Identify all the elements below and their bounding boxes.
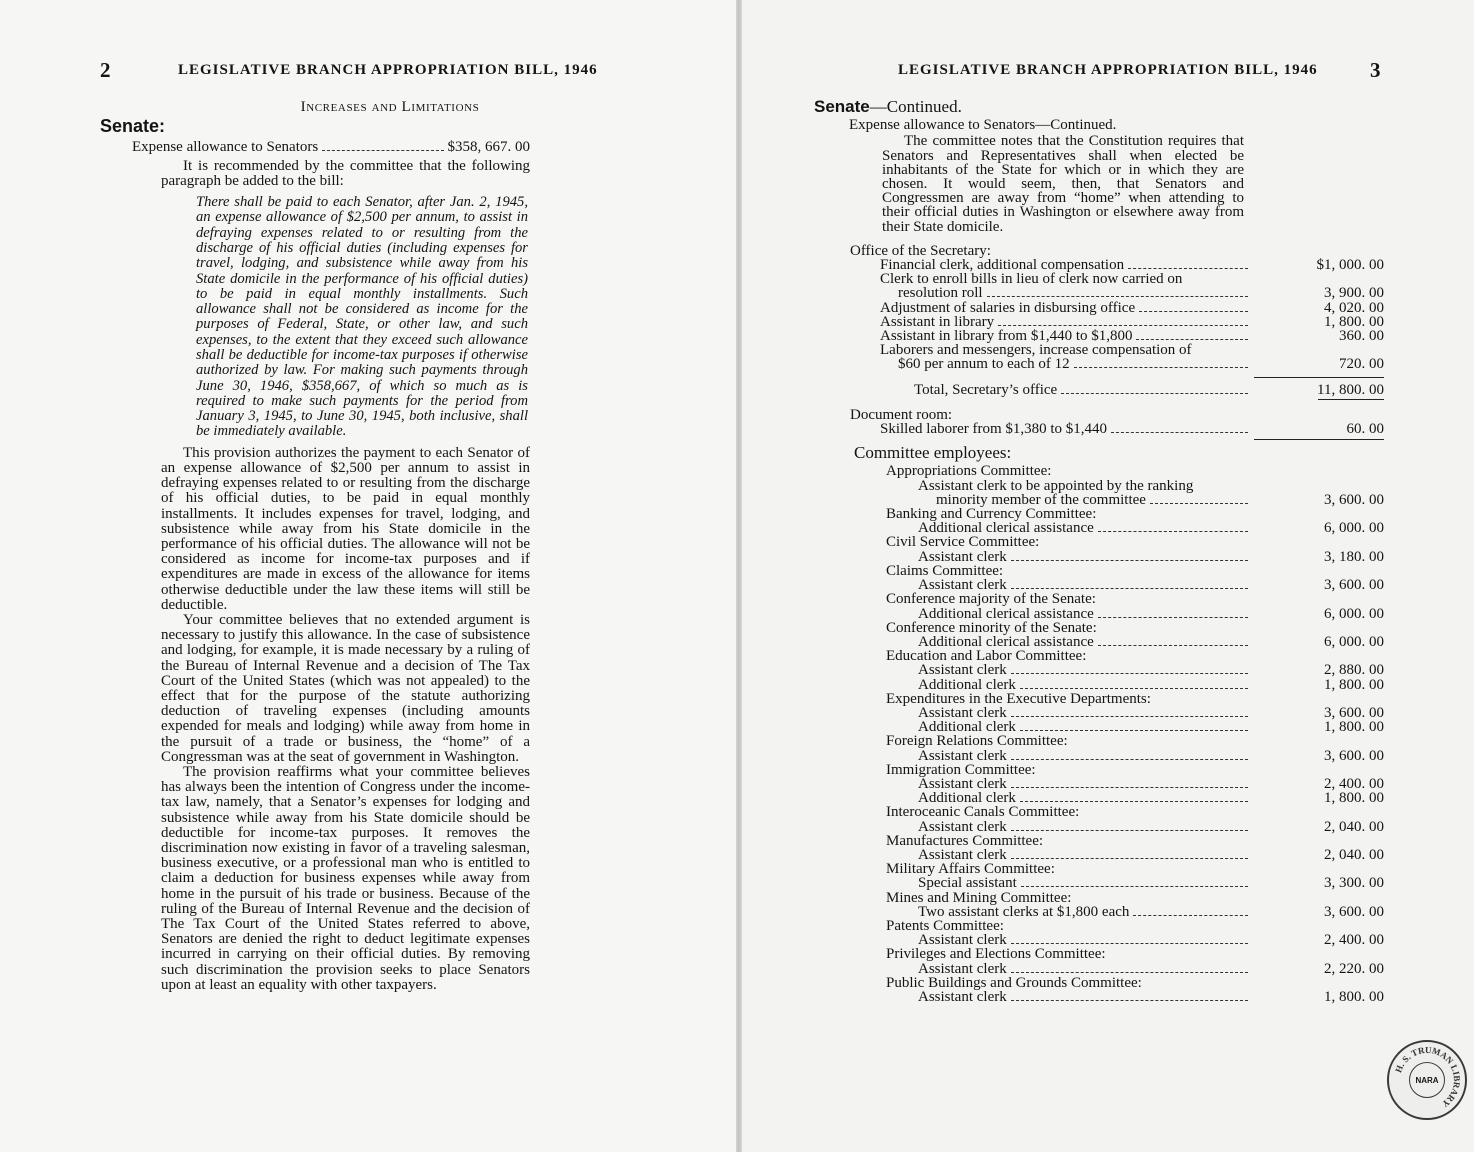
committee-name: Education and Labor Committee: [886, 648, 1087, 665]
ledger-amount: 6, 000. 00 [1324, 605, 1384, 622]
secretary-total-row [814, 383, 1384, 397]
ledger-label: Assistant clerk [918, 577, 1007, 594]
expense-allowance-row [100, 140, 530, 155]
leader-dots [1061, 393, 1248, 394]
total-rule [1254, 377, 1384, 378]
ledger-row [886, 635, 1384, 649]
ledger-row [886, 848, 1384, 862]
ledger-label: Assistant clerk [918, 548, 1007, 565]
committee-name: Conference majority of the Senate: [886, 591, 1096, 608]
ledger-amount: 2, 040. 00 [1324, 846, 1384, 863]
ledger-amount: 3, 900. 00 [1324, 285, 1384, 302]
leader-dots [1011, 858, 1248, 859]
quoted-bill-paragraph: There shall be paid to each Senator, after Jan. 2, 1945, an expense allowance of $2,500 per annum, to assist in defraying expenses related to or resulting from the discharge of his official duties (including expenses for travel, lodging, and subsistence while away from his State domicile in the performance of his official duties) to be paid in equal monthly installments. Such allowance shall not be considered as income for the purposes of Federal, State, or other law, and such expenses, to the extent that they exceed such allowance shall be deductible for income-tax purposes if otherwise authorized by law. For making such payments through June 30, 1946, $358,667, of which so much as is required to make such payments for the period from January 3, 1945, to June 30, 1945, both inclusive, shall be immediately available. [196, 194, 528, 440]
ledger-row [886, 550, 1384, 564]
ledger-row [886, 663, 1384, 677]
leader-dots [987, 296, 1248, 297]
committee-name: Mines and Mining Committee: [886, 889, 1072, 906]
ledger-amount: 2, 400. 00 [1324, 775, 1384, 792]
leader-dots [1011, 560, 1248, 561]
ledger-label: Adjustment of salaries in disbursing office [880, 299, 1136, 316]
ledger-label: Assistant clerk [918, 775, 1007, 792]
document-room-heading: Document room: [850, 406, 953, 423]
ledger-label: Assistant clerk to be appointed by the ranking [918, 477, 1194, 494]
ledger-label: Assistant clerk [918, 932, 1007, 949]
recommendation-text: It is recommended by the committee that the following paragraph be added to the bill: [161, 157, 530, 189]
right-page [742, 0, 1474, 1152]
ledger-row [886, 933, 1384, 947]
left-column [100, 100, 530, 993]
leader-dots [1150, 503, 1248, 504]
leader-dots [998, 325, 1248, 326]
ledger-row [886, 749, 1384, 763]
committee-name: Privileges and Elections Committee: [886, 946, 1106, 963]
ledger-label: Assistant clerk [918, 747, 1007, 764]
ledger-amount: 60. 00 [1346, 421, 1384, 438]
ledger-row [880, 272, 1384, 286]
ledger-label: $60 per annum to each of 12 [898, 356, 1070, 373]
ledger-label: Additional clerk [918, 676, 1016, 693]
committee-name: Appropriations Committee: [886, 463, 1052, 480]
ledger-label: Additional clerical assistance [918, 520, 1094, 537]
ledger-row [886, 791, 1384, 805]
total-underline [1318, 399, 1384, 400]
ledger-label: Clerk to enroll bills in lieu of clerk now carried on [880, 271, 1183, 288]
committee-name: Manufactures Committee: [886, 832, 1044, 849]
ledger-label: Assistant in library [880, 313, 995, 330]
leader-dots [1011, 759, 1248, 760]
ledger-label: Additional clerk [918, 719, 1016, 736]
committee-name: Conference minority of the Senate: [886, 619, 1097, 636]
ledger-row [886, 493, 1384, 507]
ledger-amount: 2, 040. 00 [1324, 818, 1384, 835]
ledger-amount: 6, 000. 00 [1324, 633, 1384, 650]
expense-allowance-label: Expense allowance to Senators [132, 139, 319, 156]
ledger-amount: 1, 800. 00 [1324, 988, 1384, 1005]
leader-dots [1133, 915, 1248, 916]
truman-library-seal [1387, 1040, 1467, 1120]
ledger-amount: 1, 800. 00 [1324, 313, 1384, 330]
leader-dots [1020, 688, 1248, 689]
seal-ring-icon [1389, 1042, 1465, 1118]
ledger-label: Special assistant [918, 875, 1017, 892]
ledger-amount: 1, 800. 00 [1324, 676, 1384, 693]
senate-heading: Senate: [100, 116, 166, 137]
leader-dots [1011, 673, 1248, 674]
committee-name: Expenditures in the Executive Departments: [886, 690, 1151, 707]
committee-name: Public Buildings and Grounds Committee: [886, 974, 1142, 991]
leader-dots [1139, 311, 1248, 312]
ledger-label: Skilled laborer from $1,380 to $1,440 [880, 421, 1108, 438]
leader-dots [1074, 367, 1248, 368]
leader-dots [1128, 268, 1248, 269]
ledger-row [880, 329, 1384, 343]
leader-dots [1136, 339, 1248, 340]
total-label: Total, Secretary’s office [914, 381, 1058, 398]
explanation-paragraph: The provision reaffirms what your committee believes has always been the intention of Congress under the income-tax law, namely, that a Senator’s expenses for lodging and subsistence while away from his State domicile should be deductible for income-tax purposes. It removes the discrimination now existing in favor of a traveling salesman, business executive, or a professional man who is entitled to claim a deduction for business expenses while away from home in the pursuit of his trade or business. Because of the ruling of the Bureau of Internal Revenue and the decision of The Tax Court of the United States referred to above, Senators are denied the right to deduct legitimate expenses incurred in carrying on their official duties. By removing such discrimination the provision seeks to place Senators upon at least an equality with other taxpayers. [161, 764, 530, 993]
ledger-amount: 720. 00 [1339, 356, 1384, 373]
ledger-label: resolution roll [898, 285, 983, 302]
ledger-label: Assistant in library from $1,440 to $1,800 [880, 328, 1133, 345]
ledger-amount: 3, 600. 00 [1324, 903, 1384, 920]
seal-ring-text: H. S. TRUMAN LIBRARY [1393, 1044, 1463, 1110]
committee-list [814, 464, 1384, 1004]
section-title: Increases and Limitations [300, 99, 480, 115]
section-rule [1254, 439, 1384, 440]
committee-name: Interoceanic Canals Committee: [886, 804, 1080, 821]
ledger-row [886, 678, 1384, 692]
committee-name: Immigration Committee: [886, 761, 1036, 778]
ledger-label: Assistant clerk [918, 818, 1007, 835]
ledger-amount: 3, 180. 00 [1324, 548, 1384, 565]
running-head: LEGISLATIVE BRANCH APPROPRIATION BILL, 1946 [178, 62, 598, 78]
committee-name: Patents Committee: [886, 917, 1004, 934]
ledger-amount: 3, 600. 00 [1324, 747, 1384, 764]
svg-text:H. S. TRUMAN LIBRARY [1393, 1045, 1462, 1110]
leader-dots [1011, 943, 1248, 944]
ledger-amount: 6, 000. 00 [1324, 520, 1384, 537]
right-column [814, 97, 1384, 1005]
ledger-row [880, 343, 1384, 357]
ledger-row [886, 479, 1384, 493]
secretary-heading: Office of the Secretary: [850, 242, 991, 259]
ledger-label: minority member of the committee [936, 491, 1146, 508]
committee-name: Civil Service Committee: [886, 534, 1040, 551]
expense-subheading: Expense allowance to Senators—Continued. [849, 117, 1117, 134]
leader-dots [1011, 830, 1248, 831]
leader-dots [1011, 1000, 1248, 1001]
leader-dots [1011, 716, 1248, 717]
ledger-row [886, 820, 1384, 834]
leader-dots [1011, 972, 1248, 973]
ledger-amount: 1, 800. 00 [1324, 790, 1384, 807]
leader-dots [1098, 645, 1248, 646]
page-number: 2 [100, 58, 111, 82]
ledger-row [886, 578, 1384, 592]
ledger-label: Additional clerk [918, 790, 1016, 807]
ledger-label: Assistant clerk [918, 662, 1007, 679]
ledger-label: Assistant clerk [918, 704, 1007, 721]
ledger-label: Additional clerical assistance [918, 633, 1094, 650]
ledger-amount: 3, 600. 00 [1324, 704, 1384, 721]
ledger-amount: 3, 600. 00 [1324, 577, 1384, 594]
leader-dots [1098, 531, 1248, 532]
explanation-text [100, 446, 530, 993]
ledger-amount: 2, 880. 00 [1324, 662, 1384, 679]
leader-dots [1020, 730, 1248, 731]
running-head: LEGISLATIVE BRANCH APPROPRIATION BILL, 1946 [898, 62, 1318, 78]
continued-heading-rest: —Continued. [869, 97, 962, 116]
leader-dots [1011, 787, 1248, 788]
leader-dots [1020, 801, 1248, 802]
ledger-label: Assistant clerk [918, 960, 1007, 977]
committee-employees-heading: Committee employees: [854, 443, 1012, 463]
left-page [0, 0, 736, 1152]
committee-name: Foreign Relations Committee: [886, 733, 1068, 750]
explanation-paragraph: Your committee believes that no extended argument is necessary to justify this allowance. In the case of subsistence and lodging, for example, it is made necessary by a ruling of the Bureau of Internal Revenue and a decision of The Tax Court of the United States (which was not appealed) to the effect that for the purpose of the statute authorizing deduction of traveling expenses (including amounts expended for meals and lodging) while away from home in the pursuit of a trade or business, the “home” of a Congressman was at the seat of government in Washington. [161, 612, 530, 765]
committee-name: Banking and Currency Committee: [886, 506, 1097, 523]
constitution-note: The committee notes that the Constitution requires that Senators and Representatives shall when elected be inhabitants of the State for which or in which they are chosen. It would seem, then, that Senators and Congressmen are away from “home” when attending to their official duties in Washington or elsewhere away from their State domicile. [882, 133, 1244, 235]
continued-heading [814, 97, 1384, 116]
ledger-amount: 4, 020. 00 [1324, 299, 1384, 316]
ledger-row [880, 315, 1384, 329]
leader-dots [322, 150, 443, 151]
leader-dots [1021, 886, 1248, 887]
committee-name: Military Affairs Committee: [886, 861, 1055, 878]
ledger-label: Assistant clerk [918, 988, 1007, 1005]
seal-center-text: NARA [1415, 1075, 1439, 1085]
continued-heading-bold: Senate [814, 97, 870, 116]
expense-allowance-amount: $358, 667. 00 [447, 139, 530, 156]
ledger-row [886, 905, 1384, 919]
ledger-row [886, 777, 1384, 791]
ledger-label: Assistant clerk [918, 846, 1007, 863]
ledger-row [886, 706, 1384, 720]
ledger-row [880, 286, 1384, 300]
ledger-amount: 360. 00 [1339, 328, 1384, 345]
ledger-row [886, 607, 1384, 621]
ledger-row [880, 301, 1384, 315]
leader-dots [1011, 588, 1248, 589]
ledger-label: Laborers and messengers, increase compensation of [880, 342, 1192, 359]
ledger-label: Financial clerk, additional compensation [880, 257, 1125, 274]
ledger-amount: 2, 400. 00 [1324, 932, 1384, 949]
ledger-row [880, 357, 1384, 371]
ledger-row [886, 876, 1384, 890]
ledger-amount: 3, 300. 00 [1324, 875, 1384, 892]
leader-dots [1098, 617, 1248, 618]
ledger-label: Additional clerical assistance [918, 605, 1094, 622]
ledger-amount: $1, 000. 00 [1316, 257, 1384, 274]
ledger-row [880, 258, 1384, 272]
document-room-row [814, 422, 1384, 436]
secretary-items [814, 258, 1384, 372]
ledger-amount: 2, 220. 00 [1324, 960, 1384, 977]
page-number: 3 [1370, 58, 1381, 82]
ledger-amount: 3, 600. 00 [1324, 491, 1384, 508]
leader-dots [1111, 432, 1248, 433]
total-amount: 11, 800. 00 [1317, 381, 1384, 398]
ledger-row [886, 990, 1384, 1004]
ledger-label: Two assistant clerks at $1,800 each [918, 903, 1130, 920]
committee-name: Claims Committee: [886, 562, 1004, 579]
explanation-paragraph: This provision authorizes the payment to each Senator of an expense allowance of $2,500 per annum to assist in defraying expenses related to or resulting from the discharge of his official duties, to be paid in equal monthly installments. It includes expenses for travel, lodging, and subsistence while away from his State domicile in the performance of his official duties. The allowance will not be considered as income for income-tax purposes and if expenditures are made in excess of the allowance for items otherwise deductible under the law these items will still be deductible. [161, 444, 530, 613]
ledger-amount: 1, 800. 00 [1324, 719, 1384, 736]
ledger-row [886, 720, 1384, 734]
ledger-row [886, 962, 1384, 976]
ledger-row [886, 521, 1384, 535]
